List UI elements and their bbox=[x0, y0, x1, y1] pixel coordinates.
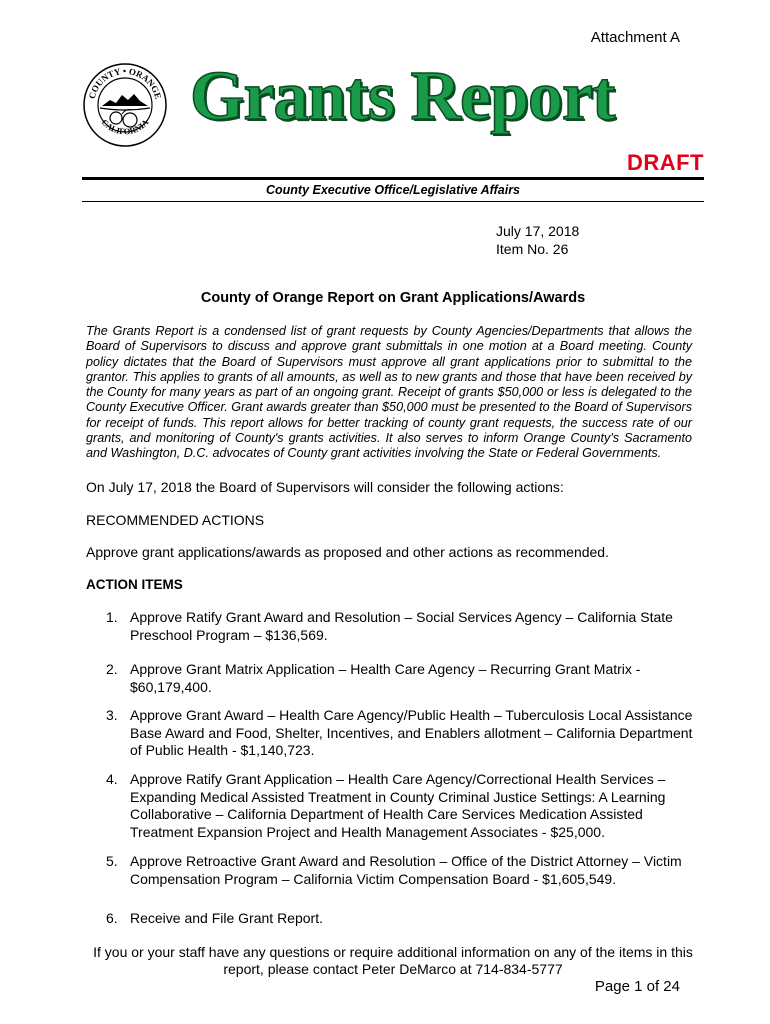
intro-paragraph: The Grants Report is a condensed list of grant requests by County Agencies/Departments that allows the Board of Supervisors to discuss and approve grant submittals in one motion at a Board meeting. County policy dictates that the Board of Supervisors must approve all grant applications prior to submittal to the grantor. This applies to grants of all amounts, as well as to new grants and those that have been received by the County for many years as part of an ongoing grant. Receipt of grants $50,000 or less is delegated to the County Executive Officer. Grant awards greater than $50,000 must be presented to the Board of Supervisors for receipt of funds. This report allows for better tracking of county grant requests, the success rate of our grants, and monitoring of County's grants activities. It also serves to inform Orange County's Sacramento and Washington, D.C. advocates of County grant activities involving the State or Federal Governments. bbox=[86, 324, 692, 461]
report-date: July 17, 2018 bbox=[496, 223, 580, 239]
action-items-title: ACTION ITEMS bbox=[86, 577, 183, 592]
list-item-number: 2. bbox=[106, 661, 118, 677]
list-item-text: Approve Ratify Grant Application – Health Care Agency/Correctional Health Services – Expanding Medical Assisted Treatment in County Criminal Justice Settings: A Learning Collaborative – California Department of Health Care Services Medication Assisted Treatment Expansion Project and Health Management Associates - $25,000. bbox=[130, 771, 666, 840]
recommended-actions-title: RECOMMENDED ACTIONS bbox=[86, 512, 265, 528]
list-item-number: 5. bbox=[106, 853, 118, 869]
recommended-actions-text: Approve grant applications/awards as proposed and other actions as recommended. bbox=[86, 544, 609, 560]
list-item-number: 3. bbox=[106, 707, 118, 723]
list-item-number: 1. bbox=[106, 609, 118, 625]
draft-label: DRAFT bbox=[626, 150, 704, 175]
list-item-text: Approve Grant Matrix Application – Health Care Agency – Recurring Grant Matrix - $60,179,400. bbox=[130, 661, 641, 695]
contact-footer: If you or your staff have any questions or require additional information on any of the items in this report, please contact Peter DeMarco at 714-834-5777 bbox=[93, 944, 693, 977]
list-item-text: Approve Grant Award – Health Care Agency/Public Health – Tuberculosis Local Assistance Base Award and Food, Shelter, Incentives, and Enablers allotment – California Department of Public Health - $1,140,723. bbox=[130, 707, 693, 758]
list-item-number: 6. bbox=[106, 910, 118, 926]
list-item-text: Receive and File Grant Report. bbox=[130, 910, 323, 926]
header-rule-top bbox=[82, 177, 704, 180]
county-seal-icon bbox=[82, 62, 168, 148]
list-item bbox=[86, 771, 696, 841]
svg-text:COUNTY • ORANGE: COUNTY • ORANGE bbox=[86, 65, 164, 100]
office-name: County Executive Office/Legislative Affairs bbox=[265, 183, 521, 197]
list-item-number: 4. bbox=[106, 771, 118, 787]
list-item bbox=[86, 707, 696, 760]
report-heading: County of Orange Report on Grant Applications/Awards bbox=[200, 290, 586, 306]
attachment-label: Attachment A bbox=[590, 29, 680, 46]
consider-paragraph: On July 17, 2018 the Board of Supervisors will consider the following actions: bbox=[86, 479, 564, 495]
list-item bbox=[86, 609, 696, 644]
list-item bbox=[86, 853, 696, 888]
date-block bbox=[496, 222, 579, 258]
list-item-text: Approve Ratify Grant Award and Resolution – Social Services Agency – California State Preschool Program – $136,569. bbox=[130, 609, 673, 643]
page-number: Page 1 of 24 bbox=[594, 978, 680, 995]
item-number: Item No. 26 bbox=[496, 241, 569, 257]
svg-text:CALIFORNIA: CALIFORNIA bbox=[99, 117, 151, 137]
list-item bbox=[86, 661, 696, 696]
header-rule-bottom bbox=[82, 201, 704, 202]
list-item bbox=[86, 910, 696, 928]
list-item-text: Approve Retroactive Grant Award and Resolution – Office of the District Attorney – Victim Compensation Program – California Victim Compensation Board - $1,605,549. bbox=[130, 853, 682, 887]
page-title: Grants Report bbox=[190, 58, 615, 135]
